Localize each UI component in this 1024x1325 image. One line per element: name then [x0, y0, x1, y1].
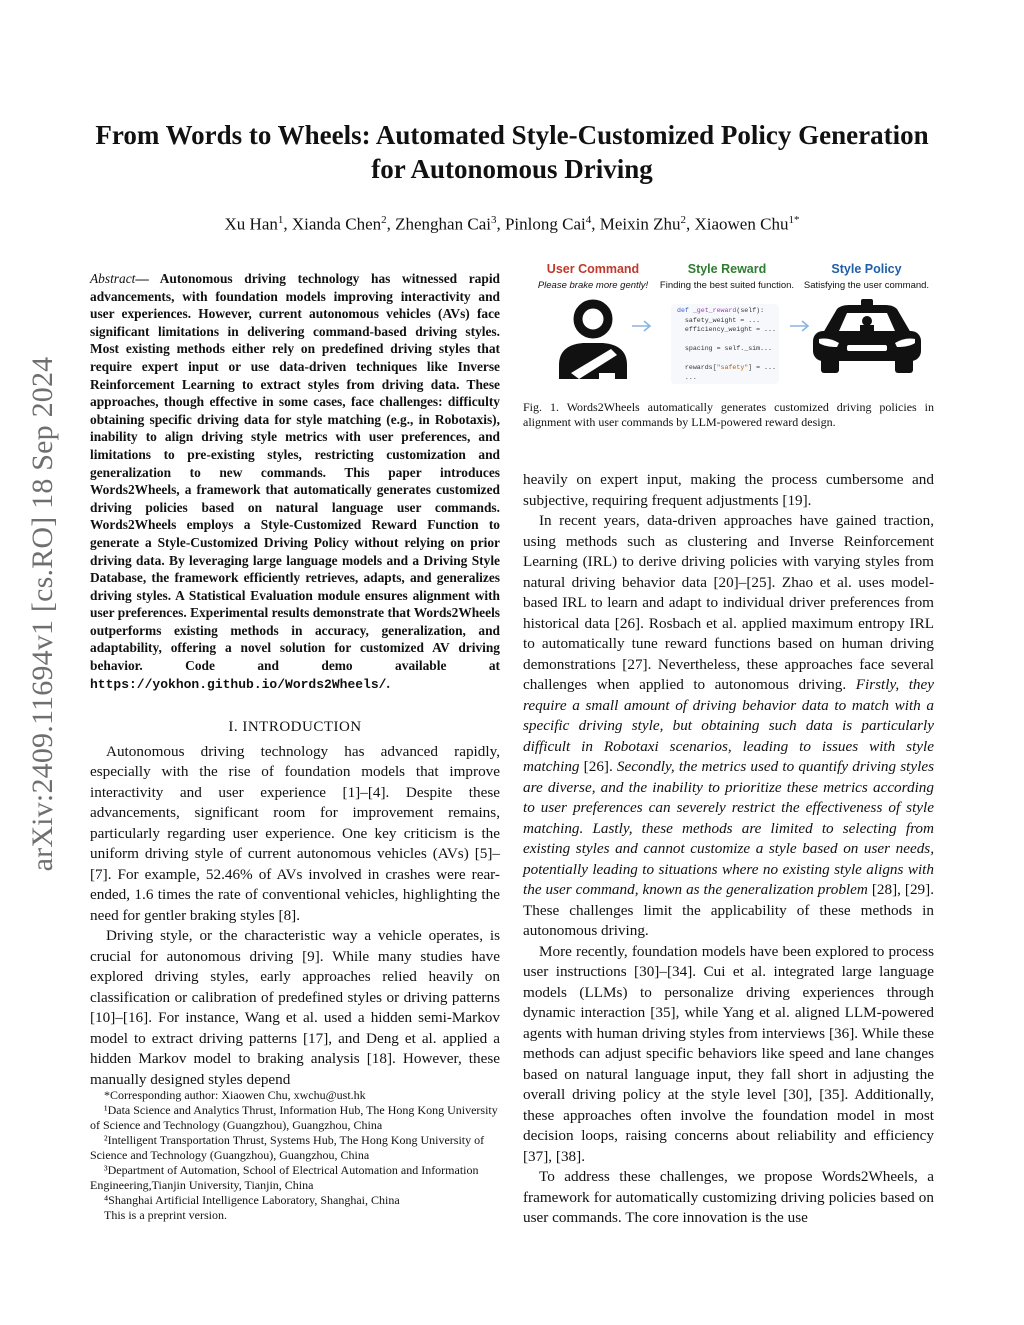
style-policy-subtitle: Satisfying the user command.: [803, 280, 930, 291]
footnotes: [90, 1088, 500, 1223]
author: Xu Han: [224, 214, 278, 234]
author: Xiaowen Chu: [694, 214, 789, 234]
figure-style-policy-panel: [799, 262, 934, 382]
style-policy-title: Style Policy: [831, 262, 902, 276]
abstract: Abstract— Autonomous driving technology has witnessed rapid advancements, with foundation models improving interactivity and user experiences. However, current autonomous vehicles (AVs) face significant limitations in delivering command-based driving styles. Most existing methods either rely on predefined driving styles that require expert input or use data-driven techniques like Inverse Reinforcement Learning to extract styles from driving data. These approaches, though effective in some cases, face challenges: difficulty obtaining specific driving data for style matching (e.g., in Robotaxis), inability to align driving style metrics with user preferences, and limitations to pre-existing styles, restricting customization and generalization to new commands. This paper introduces Words2Wheels, a framework that automatically generates customized driving policies based on natural language user commands. Words2Wheels employs a Style-Customized Reward Function to generate a Style-Customized Driving Policy without relying on prior driving data. By leveraging large language models and a Driving Style Database, the framework efficiently retrieves, adapts, and generalizes driving styles. A Statistical Evaluation module ensures alignment with user preferences. Experimental results demonstrate that Words2Wheels outperforms existing methods in accuracy, generalization, and adaptability, offering a novel solution for customized AV driving behavior. Code and demo available at https://yokhon.github.io/Words2Wheels/.: [90, 271, 500, 692]
author: Xianda Chen: [291, 214, 382, 234]
figure-style-reward-panel: [647, 262, 807, 291]
footnote: *Corresponding author: Xiaowen Chu, xwchu@ust.hk: [104, 1088, 366, 1102]
person-icon: [553, 299, 633, 381]
figure-caption: Fig. 1. Words2Wheels automatically generates customized driving policies in alignment with user commands by LLM-powered reward design.: [523, 400, 934, 429]
footnote: ²Intelligent Transportation Thrust, Systems Hub, The Hong Kong University of Science and Technology (Guangzhou), Guangzhou, China: [90, 1133, 485, 1162]
introduction-left: [90, 715, 500, 1090]
code-url-link[interactable]: https://yokhon.github.io/Words2Wheels/: [90, 676, 387, 692]
figure-1: [523, 262, 934, 392]
footnote: This is a preprint version.: [104, 1208, 227, 1222]
title-line-2: for Autonomous Driving: [371, 154, 653, 184]
reward-code-snippet: def _get_reward(self): safety_weight = ... efficiency_weight = ... spacing = self._sim... rewards["safety"] = ... ...: [671, 304, 779, 384]
footnote: ⁴Shanghai Artificial Intelligence Laboratory, Shanghai, China: [104, 1193, 400, 1207]
footnote: ¹Data Science and Analytics Thrust, Information Hub, The Hong Kong University of Science and Technology (Guangzhou), Guangzhou, China: [90, 1103, 498, 1132]
paragraph: Driving style, or the characteristic way a vehicle operates, is crucial for autonomous driving [9]. While many studies have explored driving styles, early approaches relied heavily on classification or calibration of predefined styles or driving patterns [10]–[16]. For instance, Wang et al. used a hidden semi-Markov model to extract driving patterns [17], and Deng et al. applied a hidden Markov model to braking analysis [18]. However, these manually designed styles depend: [90, 927, 500, 1088]
author: Meixin Zhu: [599, 214, 681, 234]
author: Zhenghan Cai: [395, 214, 491, 234]
footnote: ³Department of Automation, School of Electrical Automation and Information Engineering,Tianjin University, Tianjin, China: [90, 1163, 479, 1192]
user-command-subtitle: Please brake more gently!: [537, 280, 649, 291]
style-reward-title: Style Reward: [687, 262, 767, 276]
introduction-right: [523, 470, 934, 1229]
abstract-label: Abstract: [90, 271, 136, 286]
paragraph: heavily on expert input, making the process cumbersome and subjective, requiring frequent adjustments [19].: [523, 471, 934, 509]
section-heading: I. INTRODUCTION: [228, 719, 362, 735]
author-list: Xu Han$^1$, Xianda Chen$^2$, Zhenghan Cai$^3$, Pinlong Cai$^4$, Meixin Zhu$^2$, Xiaowen Chu$^{1*}$: [224, 214, 800, 234]
paragraph: In recent years, data-driven approaches have gained traction, using methods such as clustering and Inverse Reinforcement Learning (IRL) to derive driving policies with varying styles from natural driving behavior data [20]–[25]. Zhao et al. uses model-based IRL to learn and adapt to individual driver preferences from historical data [26]. Rosbach et al. applied maximum entropy IRL to automatically tune reward functions based on human driving demonstrations [27]. Nevertheless, these approaches face several challenges when applied to autonomous driving. Firstly, they require a small amount of driving behavior data to match with a specific driving style, but obtaining such data is particularly difficult in Robotaxi scenarios, leading to issues with style matching [26]. Secondly, the metrics used to quantify driving styles are diverse, and the inability to prioritize these metrics according to user preferences can severely restrict the effectiveness of style matching. Lastly, these methods are limited to selecting from existing styles and cannot customize a style based on user needs, potentially leading to situations where no existing style aligns with the user command, known as the generalization problem [28], [29]. These challenges limit the applicability of these methods in autonomous driving.: [523, 512, 934, 939]
arxiv-identifier: arXiv:2409.11694v1 [cs.RO] 18 Sep 2024: [26, 356, 59, 872]
user-command-title: User Command: [546, 262, 640, 276]
arrow-right-icon: [631, 320, 653, 332]
paragraph: Autonomous driving technology has advanced rapidly, especially with the rise of foundation models that improve interactivity and user experience [1]–[4]. Despite these advancements, significant room for improvement remains, particularly regarding user experience. One key criticism is the uniform driving style of current autonomous vehicles (AVs) [5]–[7]. For example, 52.46% of AVs involved in crashes were rear-ended, 1.6 times the rate of conventional vehicles, highlighting the need for gentler braking styles [8].: [90, 742, 500, 924]
abstract-text: — Autonomous driving technology has witnessed rapid advancements, with foundation models improving interactivity and user experiences. However, current autonomous vehicles (AVs) face significant limitations in delivering command-based driving styles. Most existing methods either rely on predefined driving styles that require expert input or use data-driven techniques like Inverse Reinforcement Learning to extract styles from driving data. These approaches, though effective in some cases, face challenges: difficulty obtaining specific driving data for style matching (e.g., in Robotaxis), inability to align driving style metrics with user preferences, and limitations to pre-existing styles, restricting customization and generalization to new commands. This paper introduces Words2Wheels, a framework that automatically generates customized driving policies based on natural language user commands. Words2Wheels employs a Style-Customized Reward Function to generate a Style-Customized Driving Policy without relying on prior driving data. By leveraging large language models and a Driving Style Database, the framework efficiently retrieves, adapts, and generalizes driving styles. A Statistical Evaluation module ensures alignment with user preferences. Experimental results demonstrate that Words2Wheels outperforms existing methods in accuracy, generalization, and adaptability, offering a novel solution for customized AV driving behavior. Code and demo available at: [90, 271, 500, 674]
paper-title: [80, 118, 944, 186]
style-reward-subtitle: Finding the best suited function.: [659, 280, 795, 291]
autonomous-car-icon: [811, 297, 923, 377]
paragraph: To address these challenges, we propose Words2Wheels, a framework for automatically customizing driving policies based on user commands. The core innovation is the use: [523, 1168, 934, 1226]
title-line-1: From Words to Wheels: Automated Style-Customized Policy Generation: [95, 120, 929, 150]
paragraph: More recently, foundation models have been explored to process user instructions [30]–[34]. Cui et al. integrated large language models (LLMs) to personalize driving experiences through dynamic interaction [35], while Yang et al. aligned LLM-powered agents with human driving styles from interviews [36]. While these methods can adjust specific behaviors like speed and lane changes based on natural language input, they fall short in adjusting the overall driving policy at the style level [30], [35]. Additionally, these approaches often involve the foundation model in most decision loops, raising concerns about reliability and efficiency [37], [38].: [523, 942, 934, 1165]
author: Pinlong Cai: [504, 214, 586, 234]
